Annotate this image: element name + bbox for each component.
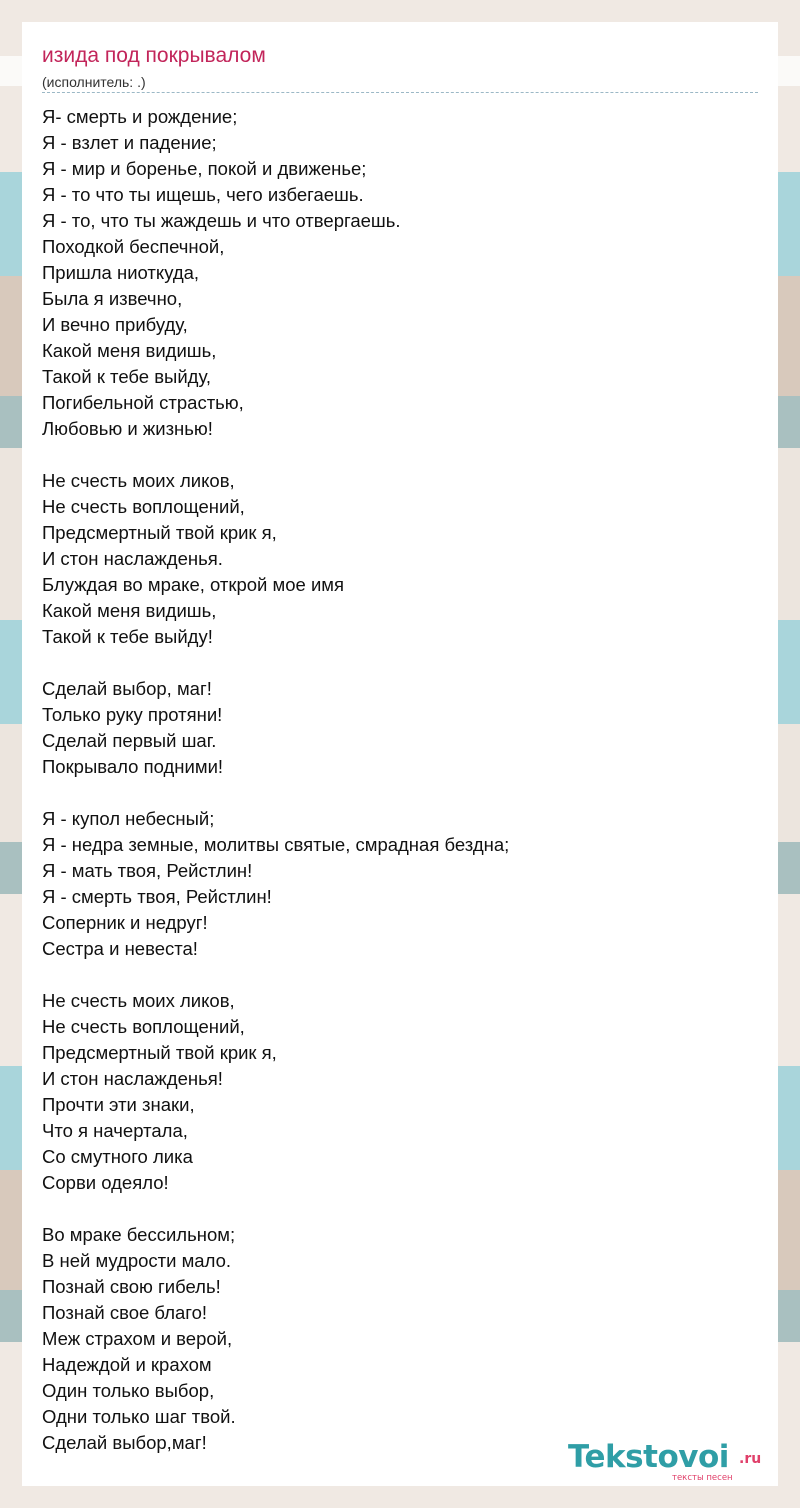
song-title: изида под покрывалом xyxy=(42,44,266,67)
site-logo[interactable] xyxy=(568,1438,778,1486)
divider xyxy=(42,92,758,93)
logo-domain-suffix: .ru xyxy=(739,1451,762,1467)
lyrics-text: Я- смерть и рождение; Я - взлет и падение; Я - мир и боренье, покой и движенье; Я - то что ты ищешь, чего избегаешь. Я - то, что ты жаждешь и что отвергаешь. Походкой беспечной, Пришла ниоткуда, Была я извечно, И вечно прибуду, Какой меня видишь, Такой к тебе выйду, Погибельной страстью, Любовью и жизнью! Не счесть моих ликов, Не счесть воплощений, Предсмертный твой крик я, И стон наслажденья. Блуждая во мраке, открой мое имя Какой меня видишь, Такой к тебе выйду! Сделай выбор, маг! Только руку протяни! Сделай первый шаг. Покрывало подними! Я - купол небесный; Я - недра земные, молитвы святые, смрадная бездна; Я - мать твоя, Рейстлин! Я - смерть твоя, Рейстлин! Соперник и недруг! Сестра и невеста! Не счесть моих ликов, Не счесть воплощений, Предсмертный твой крик я, И стон наслажденья! Прочти эти знаки, Что я начертала, Со смутного лика Сорви одеяло! Во мраке бессильном; В ней мудрости мало. Познай свою гибель! Познай свое благо! Меж страхом и верой, Надеждой и крахом Один только выбор, Одни только шаг твой. Сделай выбор,маг! xyxy=(42,106,510,1453)
artist-line: (исполнитель: .) xyxy=(42,74,146,90)
lyrics-card xyxy=(22,22,778,1486)
logo-name: Tekstovoi xyxy=(568,1439,729,1475)
logo-tagline: тексты песен xyxy=(672,1473,733,1483)
